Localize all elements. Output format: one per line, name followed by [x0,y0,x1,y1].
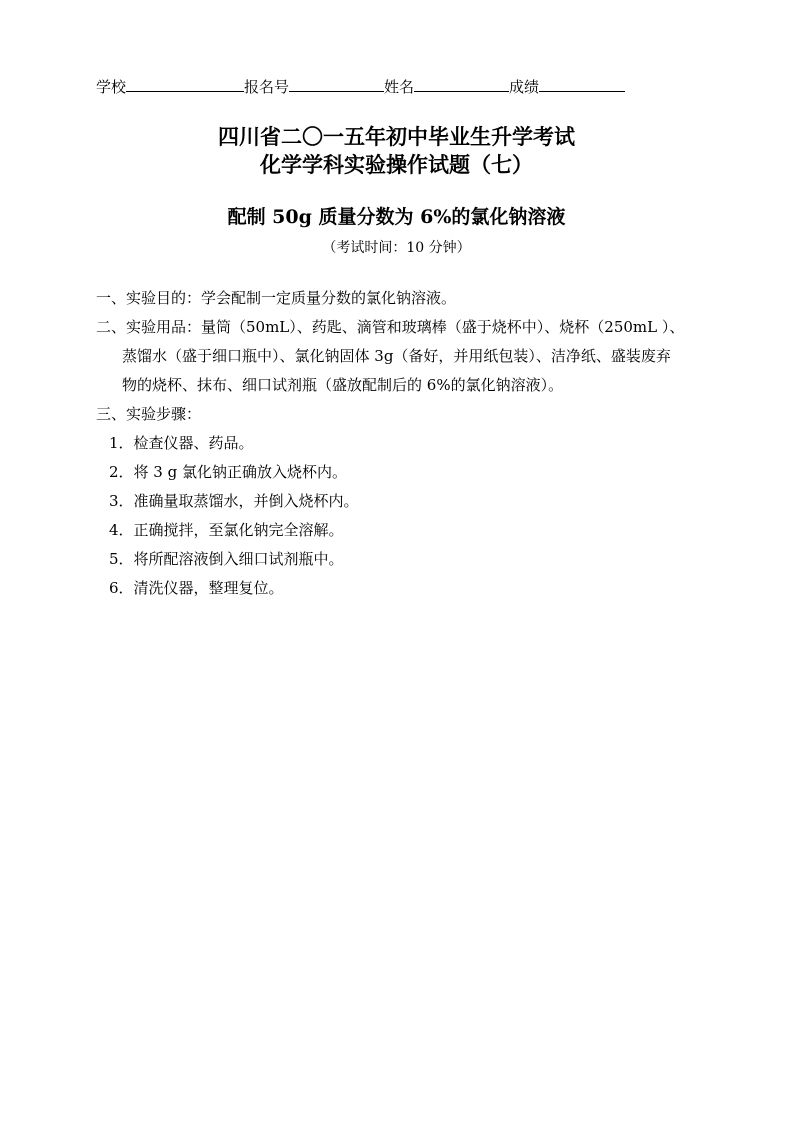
steps-heading: 三、实验步骤： [96,405,202,423]
materials-line-2: 蒸馏水（盛于细口瓶中）、氯化钠固体 3g（备好，并用纸包装）、洁净纸、盛装废弃 [122,347,671,365]
school-label: 学校 [96,78,127,96]
materials-line-3: 物的烧杯、抹布、细口试剂瓶（盛放配制后的 6%的氯化钠溶液）。 [122,376,564,394]
materials-line-1: 二、实验用品：量筒（50mL）、药匙、滴管和玻璃棒（盛于烧杯中）、烧杯（250mL ）、 [96,318,685,336]
registration-blank [289,76,384,92]
step-item: 4．正确搅拌，至氯化钠完全溶解。 [109,521,344,539]
score-blank [539,76,625,92]
step-item: 6．清洗仪器，整理复位。 [109,579,284,597]
header-fields [96,76,625,97]
school-blank [126,76,244,92]
experiment-topic: 配制 50g 质量分数为 6%的氯化钠溶液 [227,206,566,228]
exam-time: （考试时间：10 分钟） [322,240,471,256]
name-label: 姓名 [384,78,415,96]
purpose-line: 一、实验目的：学会配制一定质量分数的氯化钠溶液。 [96,289,457,307]
registration-label: 报名号 [244,78,290,96]
step-item: 5．将所配溶液倒入细口试剂瓶中。 [109,550,344,568]
step-item: 2．将 3 g 氯化钠正确放入烧杯内。 [109,463,347,481]
step-item: 3．准确量取蒸馏水，并倒入烧杯内。 [109,492,359,510]
step-item: 1．检查仪器、药品。 [109,434,254,452]
exam-title: 四川省二〇一五年初中毕业生升学考试 [218,124,575,149]
score-label: 成绩 [509,78,540,96]
name-blank [414,76,509,92]
exam-subtitle: 化学学科实验操作试题（七） [260,152,533,177]
exam-content [96,286,716,605]
